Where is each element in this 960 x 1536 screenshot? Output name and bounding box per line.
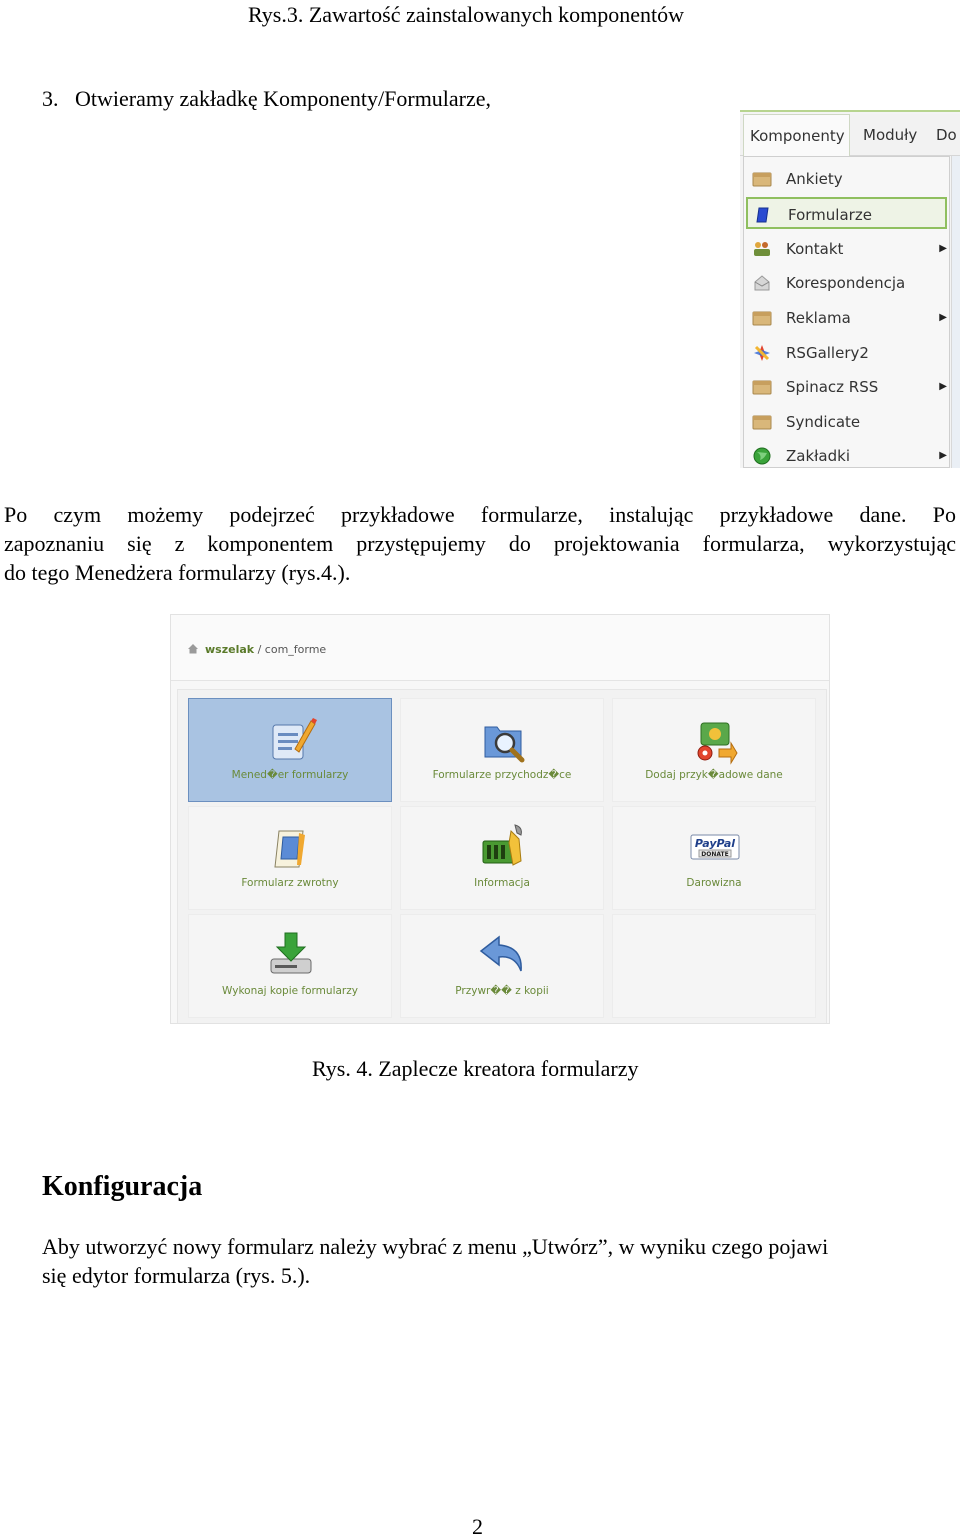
folder-icon xyxy=(752,170,772,188)
cell-label: Formularze przychodz�ce xyxy=(432,769,572,781)
background-page-strip xyxy=(951,156,960,468)
menu-screenshot xyxy=(740,110,960,468)
cell-return-form[interactable] xyxy=(188,806,392,910)
folder-icon xyxy=(752,378,772,396)
cell-form-manager[interactable] xyxy=(188,698,392,802)
fs-header xyxy=(171,615,830,681)
form-icon xyxy=(754,206,774,224)
paragraph-line: zapoznaniu się z komponentem przystępujemy do projektowania formularza, wykorzystując xyxy=(4,531,956,556)
contacts-icon xyxy=(752,240,772,258)
cell-label: Darowizna xyxy=(686,877,742,889)
submenu-arrow-icon: ▶ xyxy=(939,381,947,392)
menu-item-label: Zakładki xyxy=(786,447,850,465)
menu-item-syndicate[interactable] xyxy=(746,406,947,438)
menu-item-label: Ankiety xyxy=(786,170,843,188)
incoming-forms-icon xyxy=(477,713,529,765)
folder-icon xyxy=(752,309,772,327)
paragraph-configuration xyxy=(42,1232,956,1290)
donate-text: DONATE xyxy=(701,851,729,858)
cell-add-sample-data[interactable] xyxy=(612,698,816,802)
menu-item-zakladki[interactable] xyxy=(746,440,947,468)
cell-empty xyxy=(612,914,816,1018)
cell-restore-backup[interactable] xyxy=(400,914,604,1018)
page-number: 2 xyxy=(472,1514,483,1536)
cell-label: Przywr�� z kopii xyxy=(455,985,549,997)
menu-item-reklama[interactable] xyxy=(746,302,947,334)
menu-item-spinacz-rss[interactable] xyxy=(746,371,947,403)
figure-caption-rys3: Rys.3. Zawartość zainstalowanych komponentów xyxy=(248,2,684,27)
globe-icon xyxy=(752,447,772,465)
backup-icon xyxy=(265,929,317,981)
menu-item-formularze[interactable] xyxy=(746,197,947,229)
menu-item-label: Spinacz RSS xyxy=(786,378,879,396)
cell-label: Dodaj przyk�adowe dane xyxy=(645,769,783,781)
menu-item-label: Kontakt xyxy=(786,240,844,258)
paypal-donate-icon xyxy=(689,821,741,873)
tab-do[interactable]: Do xyxy=(936,126,957,144)
menu-item-kontakt[interactable] xyxy=(746,233,947,265)
paragraph-line: Aby utworzyć nowy formularz należy wybrać z menu „Utwórz”, w wyniku czego pojawi xyxy=(42,1234,829,1259)
home-icon xyxy=(187,643,199,654)
form-manager-icon xyxy=(265,713,317,765)
tab-komponenty[interactable]: Komponenty xyxy=(743,114,850,156)
menu-item-label: RSGallery2 xyxy=(786,344,869,362)
info-icon xyxy=(477,821,529,873)
submenu-arrow-icon: ▶ xyxy=(939,450,947,461)
cell-label: Formularz zwrotny xyxy=(241,877,339,889)
paragraph-line: do tego Menedżera formularzy (rys.4.). xyxy=(4,560,351,585)
menu-item-label: Syndicate xyxy=(786,413,861,431)
menu-item-korespondencja[interactable] xyxy=(746,267,947,299)
menu-item-ankiety[interactable] xyxy=(746,163,947,195)
cell-label: Wykonaj kopie formularzy xyxy=(222,985,358,997)
folder-icon xyxy=(752,413,772,431)
menu-item-label: Formularze xyxy=(788,206,872,224)
menu-bar xyxy=(740,114,960,156)
gallery-icon xyxy=(752,344,772,362)
add-sample-data-icon xyxy=(689,713,741,765)
cell-donation[interactable] xyxy=(612,806,816,910)
cell-information[interactable] xyxy=(400,806,604,910)
paragraph-line: się edytor formularza (rys. 5.). xyxy=(42,1263,311,1288)
breadcrumb-site-link[interactable]: wszelak xyxy=(205,643,255,656)
step-3-text: 3. Otwieramy zakładkę Komponenty/Formularze, xyxy=(42,86,492,111)
figure-caption-rys4: Rys. 4. Zaplecze kreatora formularzy xyxy=(312,1056,639,1081)
return-form-icon xyxy=(265,821,317,873)
form-manager-screenshot xyxy=(170,614,830,1024)
submenu-arrow-icon: ▶ xyxy=(939,243,947,254)
cell-label: Informacja xyxy=(474,877,530,889)
paragraph-intro xyxy=(4,500,956,587)
submenu-arrow-icon: ▶ xyxy=(939,312,947,323)
restore-icon xyxy=(477,929,529,981)
menu-item-label: Reklama xyxy=(786,309,851,327)
control-panel-grid xyxy=(177,689,827,1024)
cell-label: Mened�er formularzy xyxy=(231,769,349,781)
breadcrumb xyxy=(187,643,326,656)
tab-moduly[interactable]: Moduły xyxy=(863,126,918,144)
cell-backup-forms[interactable] xyxy=(188,914,392,1018)
paragraph-line: Po czym możemy podejrzeć przykładowe formularze, instalując przykładowe dane. Po xyxy=(4,502,956,527)
mail-icon xyxy=(752,274,772,292)
paypal-text: PayPal xyxy=(694,837,736,850)
components-dropdown xyxy=(743,156,950,468)
section-heading: Konfiguracja xyxy=(42,1171,203,1202)
menu-item-label: Korespondencja xyxy=(786,274,906,292)
menu-item-rsgallery2[interactable] xyxy=(746,337,947,369)
breadcrumb-path: / com_forme xyxy=(254,643,327,656)
cell-incoming-forms[interactable] xyxy=(400,698,604,802)
